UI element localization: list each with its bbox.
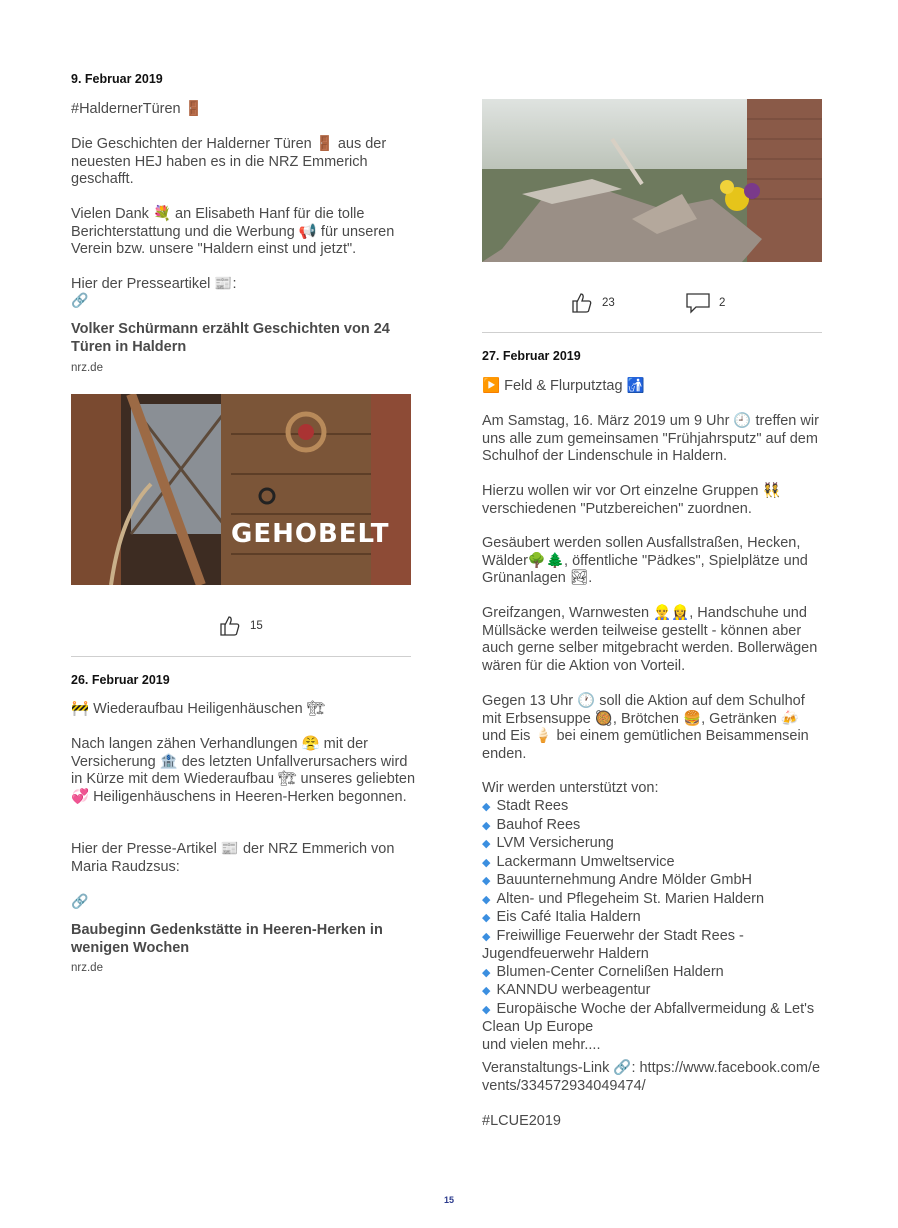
post-paragraph: Gegen 13 Uhr 🕐 soll die Aktion auf dem Schulhof mit Erbsensuppe 🥘, Brötchen 🍔, Getränken 🍻 und Eis 🍦 bei einem gemütlichen Beisammensein enden. [482,693,809,762]
link-preview-domain: nrz.de [71,362,103,374]
blue-diamond-icon: ◆ [482,912,491,924]
blue-diamond-icon: ◆ [482,819,491,832]
like-reaction[interactable] [218,614,263,638]
speech-bubble-icon [685,291,711,315]
list-item: ◆ Alten- und Pflegeheim St. Marien Haldern [482,890,765,907]
post-paragraph: Am Samstag, 16. März 2019 um 9 Uhr 🕘 treffen wir uns alle zum gemeinsamen "Frühjahrsputz" auf dem Schulhof der Lindenschule in Haldern. [482,413,819,464]
post-paragraph: Hier der Presseartikel 📰: [71,276,237,292]
list-item: ◆ KANNDU werbeagentur [482,982,651,998]
post-heading: 🚧 Wiederaufbau Heiligenhäuschen 🏗 [71,701,326,717]
blue-diamond-icon: ◆ [482,966,491,979]
door-photo-graphic [71,394,411,585]
link-icon[interactable]: 🔗 [71,292,89,308]
list-item: ◆ Eis Café Italia Haldern [482,909,641,925]
post-heading: ▶️ Feld & Flurputztag 🚮 [482,378,645,394]
image-overlay-text: GEHOBELT [231,519,390,549]
blue-diamond-icon: ◆ [482,985,491,997]
list-item: ◆ Freiwillige Feuerwehr der Stadt Rees - Jugendfeuerwehr Haldern [482,927,744,962]
comment-reaction[interactable] [685,291,725,315]
post-date: 9. Februar 2019 [71,72,163,86]
supporters-intro: Wir werden unterstützt von: [482,780,659,796]
like-count: 23 [602,297,615,309]
blue-diamond-icon: ◆ [482,838,491,850]
post-tag[interactable]: #LCUE2019 [482,1113,561,1129]
door-photo[interactable] [71,394,411,585]
list-item: ◆ Europäische Woche der Abfallvermeidung & Let's Clean Up Europe [482,1000,815,1035]
post-hashtag[interactable]: #HaldernerTüren 🚪 [71,101,203,117]
blue-diamond-icon: ◆ [482,893,491,906]
post-date: 27. Februar 2019 [482,349,581,363]
post-date: 26. Februar 2019 [71,673,170,687]
blue-diamond-icon: ◆ [482,1003,491,1016]
like-reaction[interactable] [570,291,615,315]
list-item: ◆ Bauhof Rees [482,816,581,833]
divider [482,332,822,333]
link-preview-title[interactable]: Baubeginn Gedenkstätte in Heeren-Herken in wenigen Wochen [71,922,383,956]
list-item: ◆ LVM Versicherung [482,835,614,851]
rubble-photo[interactable] [482,99,822,262]
comment-count: 2 [719,297,726,309]
post-paragraph: Hierzu wollen wir vor Ort einzelne Gruppen 👯 verschiedenen "Putzbereichen" zuordnen. [482,483,781,517]
list-item: ◆ Lackermann Umweltservice [482,853,675,870]
blue-diamond-icon: ◆ [482,875,491,887]
blue-diamond-icon: ◆ [482,801,491,813]
thumbs-up-icon [218,614,242,638]
rubble-photo-graphic [482,99,822,262]
post-paragraph: Vielen Dank 💐 an Elisabeth Hanf für die tolle Berichterstattung und die Werbung 📢 für unseren Verein bzw. unsere "Haldern einst und jetzt". [71,206,395,257]
list-item: ◆ Blumen-Center Cornelißen Haldern [482,963,724,980]
post-paragraph: Gesäubert werden sollen Ausfallstraßen, Hecken, Wälder🌳🌲, öffentliche "Pädkes", Spielplätze und Grünanlagen 🏞. [482,535,808,586]
blue-diamond-icon: ◆ [482,930,491,943]
post-paragraph: Hier der Presse-Artikel 📰 der NRZ Emmerich von Maria Raudzsus: [71,841,395,875]
page-number: 15 [443,1195,454,1205]
link-preview-domain: nrz.de [71,962,103,974]
link-preview-title[interactable]: Volker Schürmann erzählt Geschichten von 24 Türen in Haldern [71,321,390,355]
supporters-outro: und vielen mehr.... [482,1036,601,1053]
list-item: ◆ Bauunternehmung Andre Mölder GmbH [482,872,752,888]
list-item: ◆ Stadt Rees [482,798,569,814]
like-count: 15 [250,620,263,632]
supporters-list [482,798,822,1054]
post-paragraph: Greifzangen, Warnwesten 👷‍♂️👷‍♀️, Handschuhe und Müllsäcke werden teilweise gestellt - können aber auch gerne selber mitgebracht werden. Bollerwägen wären für die Aktion von Vorteil. [482,605,818,674]
event-link[interactable]: Veranstaltungs-Link 🔗: https://www.facebook.com/events/334572934049474/ [482,1060,821,1094]
post-paragraph: Die Geschichten der Halderner Türen 🚪 aus der neuesten HEJ haben es in die NRZ Emmerich geschafft. [71,136,387,187]
post-paragraph: Nach langen zähen Verhandlungen 😤 mit der Versicherung 🏦 des letzten Unfallverursachers wird in Kürze mit dem Wiederaufbau 🏗 unseres geliebten 💞 Heiligenhäuschens in Heeren-Herken begonnen. [71,736,416,805]
blue-diamond-icon: ◆ [482,856,491,869]
divider [71,656,411,657]
link-icon[interactable]: 🔗 [71,893,89,909]
thumbs-up-icon [570,291,594,315]
